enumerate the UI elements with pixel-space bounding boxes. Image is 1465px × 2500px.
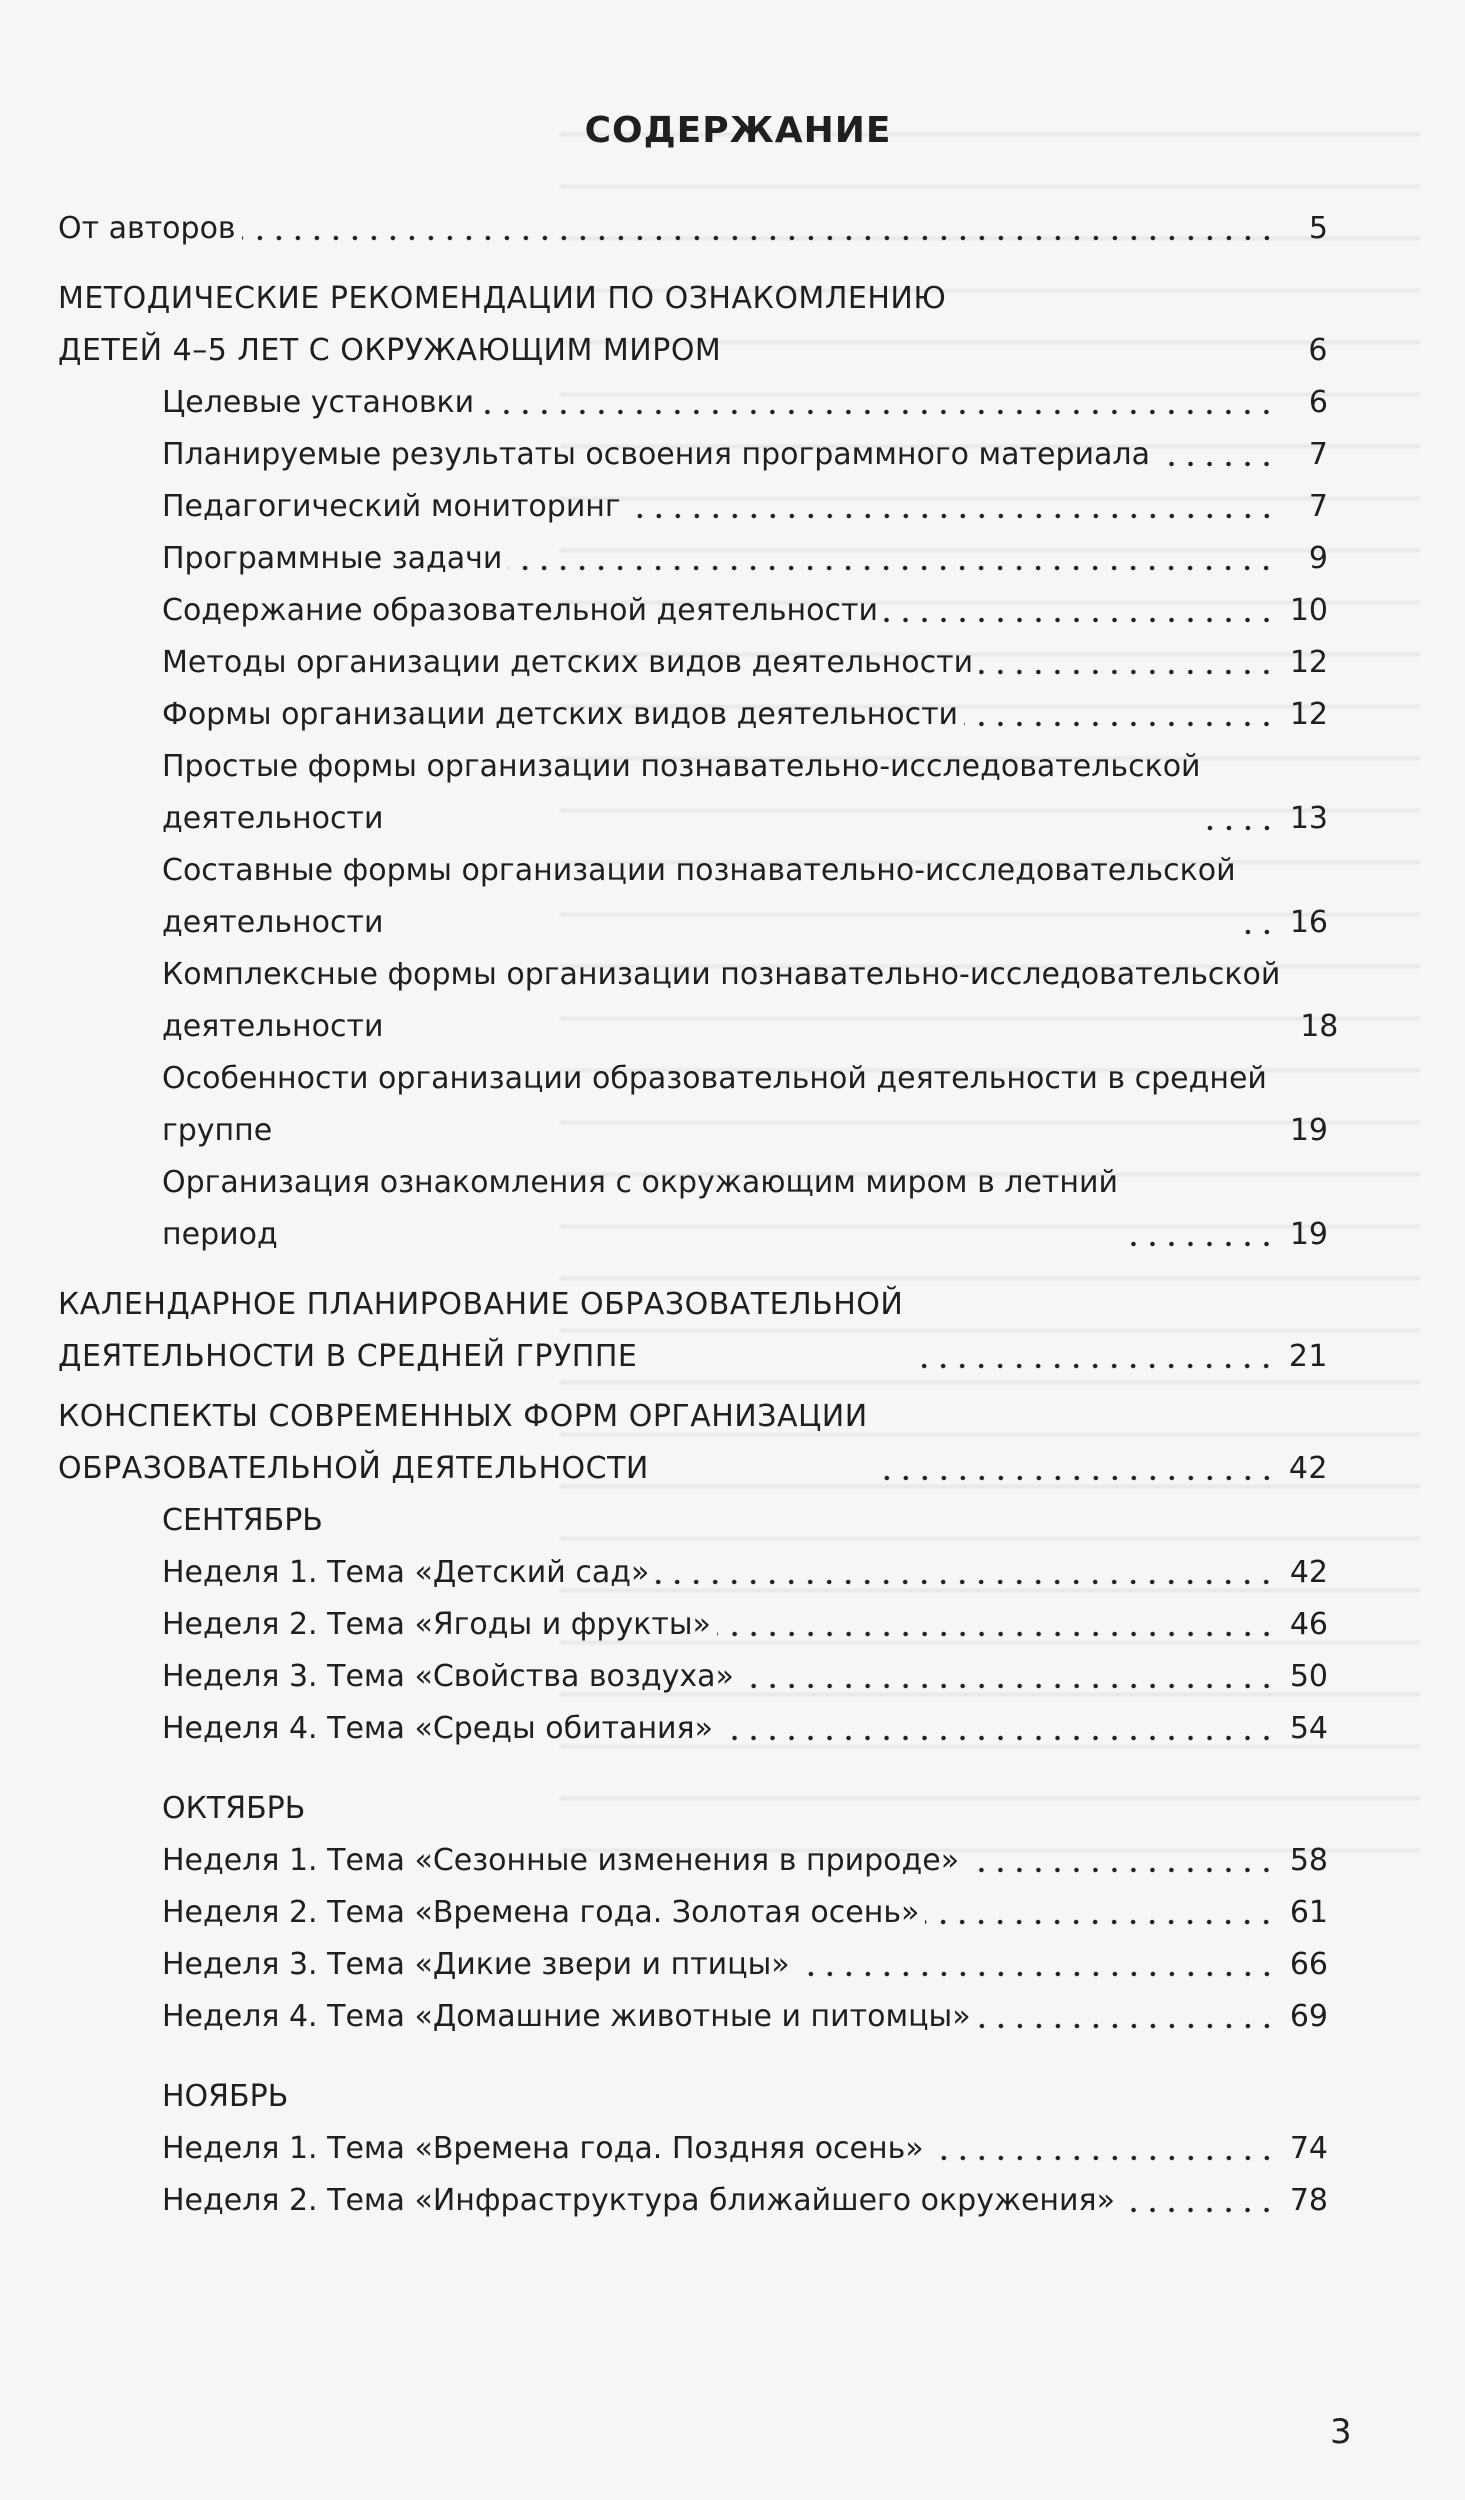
toc-page-number: 7 <box>1308 437 1328 472</box>
toc-entry-label <box>162 949 1280 1053</box>
toc-entry-intro[interactable] <box>58 203 1328 255</box>
toc-entry[interactable] <box>162 845 1328 949</box>
toc-page-number: 12 <box>1289 645 1328 680</box>
toc-page-number: 58 <box>1289 1843 1328 1878</box>
dot-leader <box>884 617 1276 623</box>
dot-leader <box>717 1631 1276 1637</box>
dot-leader <box>977 2023 1276 2029</box>
toc-page-number: 6 <box>1308 385 1328 420</box>
toc-entry-label: Программные задачи <box>162 541 503 576</box>
toc-entry[interactable] <box>162 585 1328 637</box>
toc-entry[interactable] <box>162 1547 1328 1599</box>
dot-leader <box>1121 2207 1276 2213</box>
toc-page-number: 54 <box>1289 1711 1328 1746</box>
toc-entry[interactable] <box>162 1157 1328 1261</box>
toc-entry-label: Неделя 2. Тема «Инфраструктура ближайшего окружения» <box>162 2183 1115 2218</box>
label-line: Комплексные формы организации познавательно-исследовательской <box>162 957 1281 992</box>
table-of-contents <box>58 203 1339 2227</box>
dot-leader <box>964 721 1276 727</box>
toc-entry[interactable] <box>162 637 1328 689</box>
dot-leader <box>930 2155 1276 2161</box>
toc-page-number: 46 <box>1289 1607 1328 1642</box>
toc-entry-label: Неделя 1. Тема «Времена года. Поздняя осень» <box>162 2131 924 2166</box>
toc-page-number: 5 <box>1308 211 1328 246</box>
toc-entry[interactable] <box>162 1053 1328 1157</box>
toc-entry[interactable] <box>162 1991 1328 2043</box>
toc-entry[interactable] <box>162 1651 1328 1703</box>
toc-page-number: 61 <box>1289 1895 1328 1930</box>
toc-entry-label: Планируемые результаты освоения программного материала <box>162 437 1150 472</box>
toc-page-number: 6 <box>1308 333 1328 368</box>
toc-entry[interactable] <box>162 689 1328 741</box>
toc-entry[interactable] <box>162 1703 1328 1755</box>
toc-page-number: 42 <box>1289 1555 1328 1590</box>
label-line: Особенности организации образовательной деятельности в средней <box>162 1061 1267 1096</box>
label-line: ОБРАЗОВАТЕЛЬНОЙ ДЕЯТЕЛЬНОСТИ <box>58 1451 649 1486</box>
label-line: ДЕТЕЙ 4–5 ЛЕТ С ОКРУЖАЮЩИМ МИРОМ <box>58 333 722 368</box>
dot-leader <box>480 409 1276 415</box>
toc-page-number: 74 <box>1289 2131 1328 2166</box>
dot-leader <box>979 669 1276 675</box>
month-heading-october: ОКТЯБРЬ <box>162 1791 306 1826</box>
toc-entry[interactable] <box>162 949 1339 1053</box>
label-line: деятельности <box>162 801 384 836</box>
label-line: Организация ознакомления с окружающим миром в летний <box>162 1165 1119 1200</box>
label-line: группе <box>162 1113 273 1148</box>
toc-entry-label <box>162 1053 1267 1157</box>
toc-entry[interactable] <box>162 741 1328 845</box>
label-line: период <box>162 1217 278 1252</box>
dot-leader <box>627 513 1276 519</box>
dot-leader <box>740 1683 1276 1689</box>
toc-entry-label <box>162 1157 1118 1261</box>
toc-entry-label: Неделя 2. Тема «Времена года. Золотая осень» <box>162 1895 920 1930</box>
dot-leader <box>508 565 1276 571</box>
toc-entry-label: Неделя 4. Тема «Домашние животные и питомцы» <box>162 1999 971 2034</box>
toc-section-method[interactable] <box>58 273 1328 377</box>
label-line: МЕТОДИЧЕСКИЕ РЕКОМЕНДАЦИИ ПО ОЗНАКОМЛЕНИЮ <box>58 281 947 316</box>
toc-page-number: 21 <box>1288 1339 1328 1374</box>
toc-entry[interactable] <box>162 1887 1328 1939</box>
toc-entry[interactable] <box>162 1939 1328 1991</box>
toc-entry-label: Неделя 1. Тема «Детский сад» <box>162 1555 650 1590</box>
toc-entry-label <box>162 845 1236 949</box>
toc-entry-label: Неделя 1. Тема «Сезонные изменения в природе» <box>162 1843 960 1878</box>
dot-leader <box>655 1579 1276 1585</box>
toc-entry-label <box>58 273 946 377</box>
toc-page-number: 13 <box>1289 801 1328 836</box>
toc-entry-label: Неделя 3. Тема «Свойства воздуха» <box>162 1659 734 1694</box>
spacer <box>58 1755 1328 1773</box>
toc-entry-label: Неделя 4. Тема «Среды обитания» <box>162 1711 713 1746</box>
toc-entry[interactable] <box>162 429 1328 481</box>
label-line: КОНСПЕКТЫ СОВРЕМЕННЫХ ФОРМ ОРГАНИЗАЦИИ <box>58 1399 868 1434</box>
toc-entry[interactable] <box>162 377 1328 429</box>
dot-leader <box>925 1919 1276 1925</box>
toc-page-number: 9 <box>1308 541 1328 576</box>
dot-leader <box>796 1971 1276 1977</box>
toc-page-number: 19 <box>1289 1217 1328 1252</box>
month-heading-september: СЕНТЯБРЬ <box>162 1503 323 1538</box>
toc-page-number: 50 <box>1289 1659 1328 1694</box>
toc-page-number: 18 <box>1300 1009 1339 1044</box>
toc-section-calendar[interactable] <box>58 1279 1328 1383</box>
toc-page-number: 42 <box>1288 1451 1328 1486</box>
toc-entry[interactable] <box>162 1835 1328 1887</box>
toc-entry[interactable] <box>162 1599 1328 1651</box>
toc-section-conspects[interactable] <box>58 1391 1328 1495</box>
toc-entry-label: От авторов <box>58 211 236 246</box>
dot-leader <box>719 1735 1276 1741</box>
label-line: ДЕЯТЕЛЬНОСТИ В СРЕДНЕЙ ГРУППЕ <box>58 1339 638 1374</box>
label-line: Простые формы организации познавательно-исследовательской <box>162 749 1201 784</box>
dot-leader <box>242 235 1276 241</box>
dot-leader <box>1273 1137 1276 1143</box>
toc-page-number: 7 <box>1308 489 1328 524</box>
toc-entry-label <box>58 1279 903 1383</box>
spacer <box>58 2043 1328 2061</box>
dot-leader <box>909 1363 1276 1369</box>
toc-entry[interactable] <box>162 533 1328 585</box>
toc-entry[interactable] <box>162 481 1328 533</box>
toc-entry-label: Формы организации детских видов деятельности <box>162 697 959 732</box>
toc-page <box>58 110 1339 2227</box>
label-line: Составные формы организации познавательно-исследовательской <box>162 853 1236 888</box>
toc-page-number: 78 <box>1289 2183 1328 2218</box>
page-number: 3 <box>1330 2412 1352 2452</box>
toc-page-number: 12 <box>1289 697 1328 732</box>
label-line: деятельности <box>162 1009 384 1044</box>
dot-leader <box>965 1867 1276 1873</box>
page-title: СОДЕРЖАНИЕ <box>584 110 892 151</box>
toc-entry[interactable] <box>162 2175 1328 2227</box>
toc-entry-label: Неделя 3. Тема «Дикие звери и птицы» <box>162 1947 790 1982</box>
dot-leader <box>1242 929 1276 935</box>
dot-leader <box>1207 825 1276 831</box>
toc-entry[interactable] <box>162 2123 1328 2175</box>
toc-entry-label: Содержание образовательной деятельности <box>162 593 878 628</box>
toc-entry-label: Целевые установки <box>162 385 475 420</box>
label-line: КАЛЕНДАРНОЕ ПЛАНИРОВАНИЕ ОБРАЗОВАТЕЛЬНОЙ <box>58 1287 904 1322</box>
toc-page-number: 16 <box>1289 905 1328 940</box>
toc-page-number: 19 <box>1289 1113 1328 1148</box>
toc-entry-label <box>58 1391 868 1495</box>
toc-page-number: 69 <box>1289 1999 1328 2034</box>
toc-entry-label: Методы организации детских видов деятельности <box>162 645 974 680</box>
toc-page-number: 66 <box>1289 1947 1328 1982</box>
dot-leader <box>874 1475 1276 1481</box>
dot-leader <box>1156 461 1276 467</box>
toc-entry-label: Неделя 2. Тема «Ягоды и фрукты» <box>162 1607 711 1642</box>
month-heading-november: НОЯБРЬ <box>162 2079 289 2114</box>
dot-leader <box>1124 1241 1276 1247</box>
toc-entry-label: Педагогический мониторинг <box>162 489 621 524</box>
label-line: деятельности <box>162 905 384 940</box>
toc-page-number: 10 <box>1289 593 1328 628</box>
toc-entry-label <box>162 741 1201 845</box>
